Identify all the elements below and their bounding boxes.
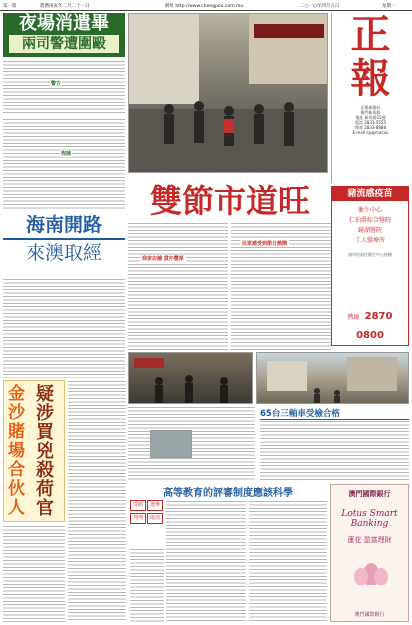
box-3: 判刑 xyxy=(130,513,146,524)
center-subhead-2: 民眾感受到節日熱鬧 xyxy=(242,241,288,247)
vaccine-ad[interactable] xyxy=(331,186,409,346)
bank-ad-footer: 澳門國際銀行 xyxy=(354,612,385,618)
street-photo-right xyxy=(256,352,409,404)
education-article-3 xyxy=(249,500,327,622)
vaccine-ad-note: 請市民前往衞生中心接種 xyxy=(348,252,392,257)
masthead-title-2: 報 xyxy=(350,55,391,102)
bank-ad-product-cn: 蓮花 盈富理財 xyxy=(347,536,392,544)
masthead xyxy=(331,13,409,183)
vaccine-ad-phone[interactable]: 2870 0800 xyxy=(356,311,393,341)
masthead-info-4: 傳真 2833-8888 xyxy=(354,125,387,130)
vaccine-ad-line1: 豬流感疫苗 xyxy=(332,187,408,201)
center-headline-part2: 市道旺 xyxy=(214,182,311,220)
header-bar xyxy=(0,0,412,11)
lunar-date: 農曆庚寅年二月二十一日 xyxy=(40,4,90,9)
vaccine-ad-line5: 工人醫療所 xyxy=(354,237,385,244)
center-subhead-1: 商家店舖 貨亦豐厚 xyxy=(142,256,184,262)
bus-article xyxy=(260,420,409,480)
street-photo-illustration xyxy=(129,14,328,173)
masthead-info-2: 地址 新馬路15號 xyxy=(355,115,386,120)
left-article-1 xyxy=(3,60,125,115)
box-2: 選舉 xyxy=(147,500,163,511)
left-headline xyxy=(3,13,125,57)
box-4: 取消 xyxy=(147,513,163,524)
street-photo-right-illustration xyxy=(257,353,409,404)
issue-date: 二○一○年四月五日 xyxy=(300,4,340,9)
left-headline-line2: 兩司警遭圍毆 xyxy=(9,35,119,53)
education-headline: 高等教育的評審制度應該科學 xyxy=(163,488,293,499)
bank-ad-product-en: Lotus Smart Banking xyxy=(341,509,398,529)
ceremony-photo xyxy=(150,430,192,458)
haizou-line2: 來澳取經 xyxy=(3,238,125,266)
street-photo-top xyxy=(128,13,328,173)
left-article-2 xyxy=(3,118,125,210)
center-headline xyxy=(150,176,330,220)
haizou-headline xyxy=(3,212,125,274)
left-tag-1: 警方 xyxy=(51,81,62,87)
website-url[interactable]: 網址 http://www.chengpou.com.mo xyxy=(165,4,244,9)
casino-article xyxy=(68,380,126,622)
masthead-info-5: E-mail cp@macau xyxy=(352,130,389,135)
masthead-title-1: 正 xyxy=(350,11,391,58)
street-photo-left-illustration xyxy=(129,353,253,404)
vaccine-ad-line2: 衞生中心 xyxy=(357,207,382,214)
haizou-article xyxy=(3,278,125,378)
bus-headline: 65台三軸車受檢合格 xyxy=(260,407,409,420)
center-headline-part1: 雙節 xyxy=(150,182,215,220)
haizou-line1: 海南開路 xyxy=(25,214,102,236)
vaccine-ad-line3: 仁伯爵綜合醫院 xyxy=(348,217,391,224)
vertical-headline-right: 疑涉買兇殺荷官 xyxy=(36,384,54,519)
page-label: 第一版 xyxy=(3,4,17,9)
bank-ad[interactable] xyxy=(330,484,409,622)
left-tag-2: 拘捕 xyxy=(61,151,72,157)
masthead-info-1: 澳門新馬路 xyxy=(360,110,381,115)
street-photo-left xyxy=(128,352,253,404)
masthead-info-3: 電話 2833-5555 xyxy=(354,120,387,125)
bank-ad-brand: 澳門國際銀行 xyxy=(348,490,391,498)
vaccine-ad-phone-label: 熱線 xyxy=(347,314,360,321)
vertical-headline-left: 金沙賭場合伙人 xyxy=(8,384,25,518)
center-article-left xyxy=(128,222,228,350)
box-1: 受賄 xyxy=(130,500,146,511)
weekday: 星期一 xyxy=(382,4,396,9)
education-article-1 xyxy=(166,500,246,622)
casino-story xyxy=(3,380,65,522)
lotus-icon xyxy=(351,555,391,585)
left-headline-line1: 夜場消遣畢 xyxy=(19,13,109,34)
education-article-2 xyxy=(130,548,164,622)
keyword-boxes xyxy=(130,500,164,546)
casino-article-lower xyxy=(3,525,65,622)
vaccine-ad-line4: 鏡湖醫院 xyxy=(357,227,382,234)
masthead-info-0: 正報新聞社 xyxy=(360,105,381,110)
